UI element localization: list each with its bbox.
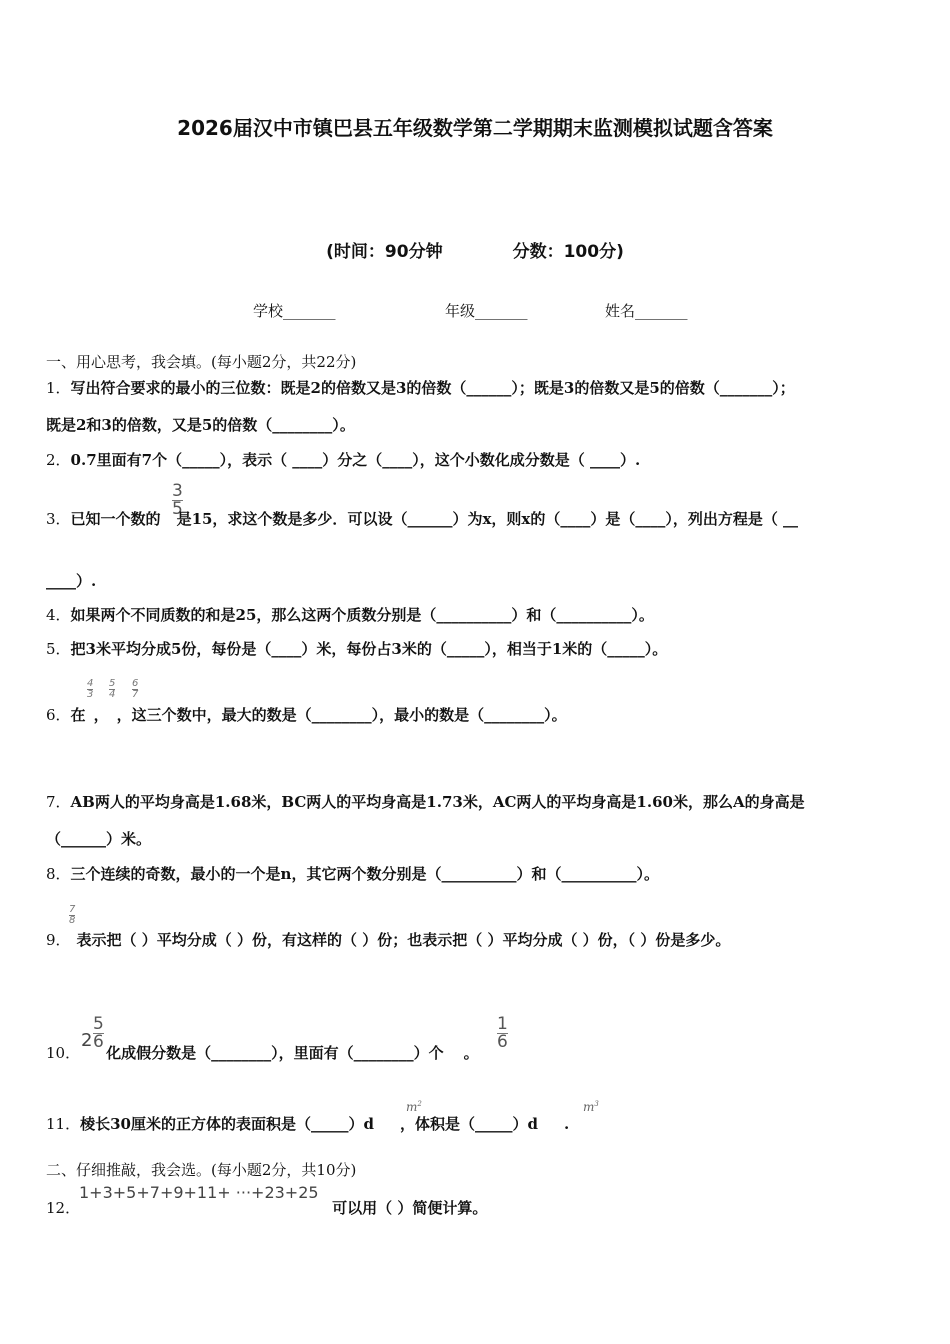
- question-5: [46, 638, 667, 659]
- question-text: 可以用（ ）简便计算。: [332, 1199, 488, 1217]
- question-9: [46, 929, 730, 950]
- unit-cube: $m^3$: [583, 1100, 599, 1114]
- question-number: 1．: [46, 379, 71, 397]
- sum-expression: 1+3+5+7+9+11+ ···+23+25: [79, 1183, 319, 1202]
- fraction-6-7: 6 7: [132, 678, 139, 700]
- exam-score: 分数：100分): [512, 242, 624, 262]
- question-text: 如果两个不同质数的和是25，那么这两个质数分别是（__________）和（__________）。: [70, 606, 654, 624]
- question-11: 11．棱长30厘米的正方体的表面积是（_____）d ，体积是（_____）d .: [46, 1115, 570, 1133]
- question-text: 0.7里面有7个（_____），表示（ ____）分之（____），这个小数化成分数是（ ____）.: [70, 451, 641, 469]
- question-6: 6．在 ， ，这三个数中，最大的数是（________），最小的数是（________）。: [46, 706, 567, 724]
- question-4: [46, 604, 654, 625]
- question-7: [46, 791, 805, 812]
- question-number: 8．: [46, 865, 71, 883]
- fraction-7-8: 7 8: [69, 904, 76, 926]
- question-number: 4．: [46, 606, 71, 624]
- question-text: 这三个数中，最大的数是（________），最小的数是（________）。: [131, 706, 567, 724]
- question-text: 棱长30厘米的正方体的表面积是（_____）d: [80, 1115, 374, 1133]
- unit-square: $m^2$: [406, 1100, 422, 1114]
- question-number: 5．: [46, 640, 71, 658]
- grade-field: 年级_______: [445, 302, 528, 320]
- exam-subtitle: [0, 237, 950, 262]
- question-8: [46, 863, 659, 884]
- fraction-denominator: 5: [172, 499, 183, 519]
- mixed-number-whole: 2: [81, 1030, 93, 1051]
- question-text: 三个连续的奇数，最小的一个是n，其它两个数分别是（__________）和（__________）。: [70, 865, 659, 883]
- question-number: 7．: [46, 793, 71, 811]
- question-number: 11．: [46, 1115, 81, 1133]
- question-number: 9．: [46, 931, 71, 949]
- fraction-numerator: 3: [172, 481, 183, 501]
- question-number: 10．: [46, 1044, 81, 1062]
- fraction-1-6: 1 6: [497, 1014, 508, 1052]
- question-1-cont: 既是2和3的倍数，又是5的倍数（________）。: [46, 416, 355, 434]
- question-7-cont: （______）米。: [46, 830, 152, 848]
- question-number: 6．: [46, 706, 71, 724]
- question-prefix: 已知一个数的: [70, 510, 161, 528]
- question-3: [46, 508, 798, 529]
- question-text: AB两人的平均身高是1.68米，BC两人的平均身高是1.73米，AC两人的平均身高是1.60米，那么A的身高是: [70, 793, 805, 811]
- question-10: 10． 化成假分数是（________），里面有（________）个 。: [46, 1044, 479, 1062]
- fraction-4-3: 4 3: [87, 678, 94, 700]
- section-2-heading: 二、仔细推敲，我会选。(每小题2分，共10分): [46, 1161, 357, 1179]
- question-text: 是15，求这个数是多少．可以设（______）为x，则x的（____）是（____），列出方程是（ __: [176, 510, 799, 528]
- question-2: [46, 449, 640, 470]
- question-12: [46, 1197, 487, 1218]
- question-text: 把3米平均分成5份，每份是（____）米，每份占3米的（_____），相当于1米的（_____）。: [70, 640, 668, 658]
- document-title: 2026届汉中市镇巴县五年级数学第二学期期末监测模拟试题含答案: [177, 116, 773, 140]
- question-text: 化成假分数是（________），里面有（________）个: [106, 1044, 444, 1062]
- question-3-cont: ____）.: [46, 572, 97, 590]
- exam-time: (时间：90分钟: [326, 242, 443, 262]
- question-1: [46, 377, 795, 398]
- question-prefix: 在: [70, 706, 86, 724]
- question-number: 3．: [46, 510, 71, 528]
- name-field: 姓名_______: [605, 302, 688, 320]
- fraction-5-6: 5 6: [93, 1014, 104, 1052]
- fraction-5-4: 5 4: [109, 678, 116, 700]
- section-1-heading: 一、用心思考，我会填。(每小题2分，共22分): [46, 353, 357, 371]
- school-field: 学校_______: [253, 302, 336, 320]
- question-number: 2．: [46, 451, 71, 469]
- question-number: 12．: [46, 1199, 81, 1217]
- question-text: 表示把（ ）平均分成（ ）份，有这样的（ ）份；也表示把（ ）平均分成（ ）份，（ ）份是多少。: [76, 931, 731, 949]
- question-text: 写出符合要求的最小的三位数：既是2的倍数又是3的倍数（______）；既是3的倍数又是5的倍数（_______）；: [70, 379, 795, 397]
